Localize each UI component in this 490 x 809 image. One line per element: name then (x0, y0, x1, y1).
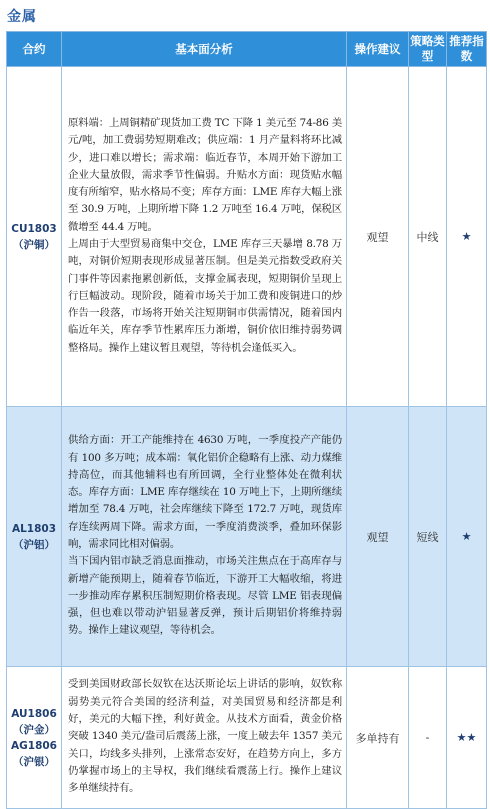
contract-name: （沪铝） (13, 538, 55, 551)
contract-code: AL1803 (11, 522, 57, 535)
analysis-paragraph: 当下国内铝市缺乏消息面推动，市场关注焦点在于高库存与新增产能预期上，随着春节临近，下游开工大幅收缩，将进一步推动库存累积压制短期价格表现。尽管 LME 铝表现偏强，但也难以带动沪铝显著反弹，预计后期铝价将维持弱势。操作上建议观望，等待机会。 (68, 555, 342, 637)
section-title: 金属 (7, 9, 37, 25)
metals-table (6, 31, 487, 809)
analysis-paragraph: 原料端：上周铜精矿现货加工费 TC 下降 1 美元至 74-86 美元/吨，加工费弱势短期难改；供应端：1 月产量料将环比减少，进口难以增长；需求端：临近春节，本周开始下游加工企业大量放假，需求季节性偏弱。升贴水方面：现货贴水幅度有所缩窄，贴水格局不变；库存方面：LME 库存大幅上涨至 30.9 万吨，上期所增下降 1.2 万吨至 16.4 万吨，保税区微增至 44.4 万吨。 (68, 116, 342, 233)
strategy-cell: 中线 (409, 67, 447, 407)
analysis-cell (62, 67, 347, 407)
contract-name-2: （沪银） (13, 755, 55, 768)
table-row-au-ag (7, 667, 487, 809)
recommend-stars: ★★ (447, 667, 487, 809)
analysis-paragraph: 上周由于大型贸易商集中交仓，LME 库存三天暴增 8.78 万吨，对铜价短期表现形成显著压制。但是美元指数受政府关门事件等因素拖累创新低，支撑金属表现，短期铜价呈现上行巨幅波动。现阶段，随着市场关于加工费和废铜进口的炒作告一段落，市场将开始关注短期铜市供需情况，随着国内临近年关，库存季节性累库压力渐增，铜价依旧维持弱势调整格局。操作上建议暂且观望，等待机会逢低买入。 (68, 238, 342, 354)
table-row-cu (7, 67, 487, 407)
contract-name: （沪铜） (13, 238, 55, 251)
header-recommend: 推荐指数 (447, 32, 487, 67)
header-operation: 操作建议 (347, 32, 409, 67)
operation-cell: 多单持有 (347, 667, 409, 809)
analysis-cell (62, 407, 347, 667)
contract-cell (7, 407, 62, 667)
operation-cell: 观望 (347, 407, 409, 667)
contract-cell (7, 67, 62, 407)
contract-name: （沪金） (13, 723, 55, 736)
header-strategy: 策略类型 (409, 32, 447, 67)
strategy-cell: - (409, 667, 447, 809)
analysis-paragraph: 供给方面：开工产能维持在 4630 万吨，一季度投产产能仍有 100 多万吨；成本端：氧化铝价企稳略有上涨、动力煤维持高位，而其他辅料也有所回调，全行业整体处在微利状态。库存方面：LME 库存继续在 10 万吨上下，上期所继续增加至 78.4 万吨，社会库继续下降至 172.7 万吨，现货库存连续两周下降。需求方面，一季度消费淡季，叠加环保影响，需求同比相对偏弱。 (68, 434, 342, 550)
contract-code-2: AG1806 (11, 739, 57, 752)
contract-code: CU1803 (11, 222, 57, 235)
table-row-al (7, 407, 487, 667)
strategy-cell: 短线 (409, 407, 447, 667)
analysis-cell (62, 667, 347, 809)
analysis-paragraph: 受到美国财政部长奴钦在达沃斯论坛上讲话的影响，奴钦称弱势美元符合美国的经济利益，对美国贸易和经济都是利好，美元的大幅下挫，利好黄金。从技术方面看，黄金价格突破 1340 美元/盎司后震荡上涨，一度上破去年 1357 美元关口，均线多头排列，上涨常态安好，在趋势方向上，多方仍掌握市场上的主导权，我们继续看震荡上行。操作上建议多单继续持有。 (68, 678, 342, 795)
contract-code: AU1806 (11, 707, 57, 720)
recommend-stars: ★ (447, 407, 487, 667)
table-header-row (7, 32, 487, 67)
header-analysis: 基本面分析 (62, 32, 347, 67)
header-contract: 合约 (7, 32, 62, 67)
recommend-stars: ★ (447, 67, 487, 407)
operation-cell: 观望 (347, 67, 409, 407)
contract-cell (7, 667, 62, 809)
